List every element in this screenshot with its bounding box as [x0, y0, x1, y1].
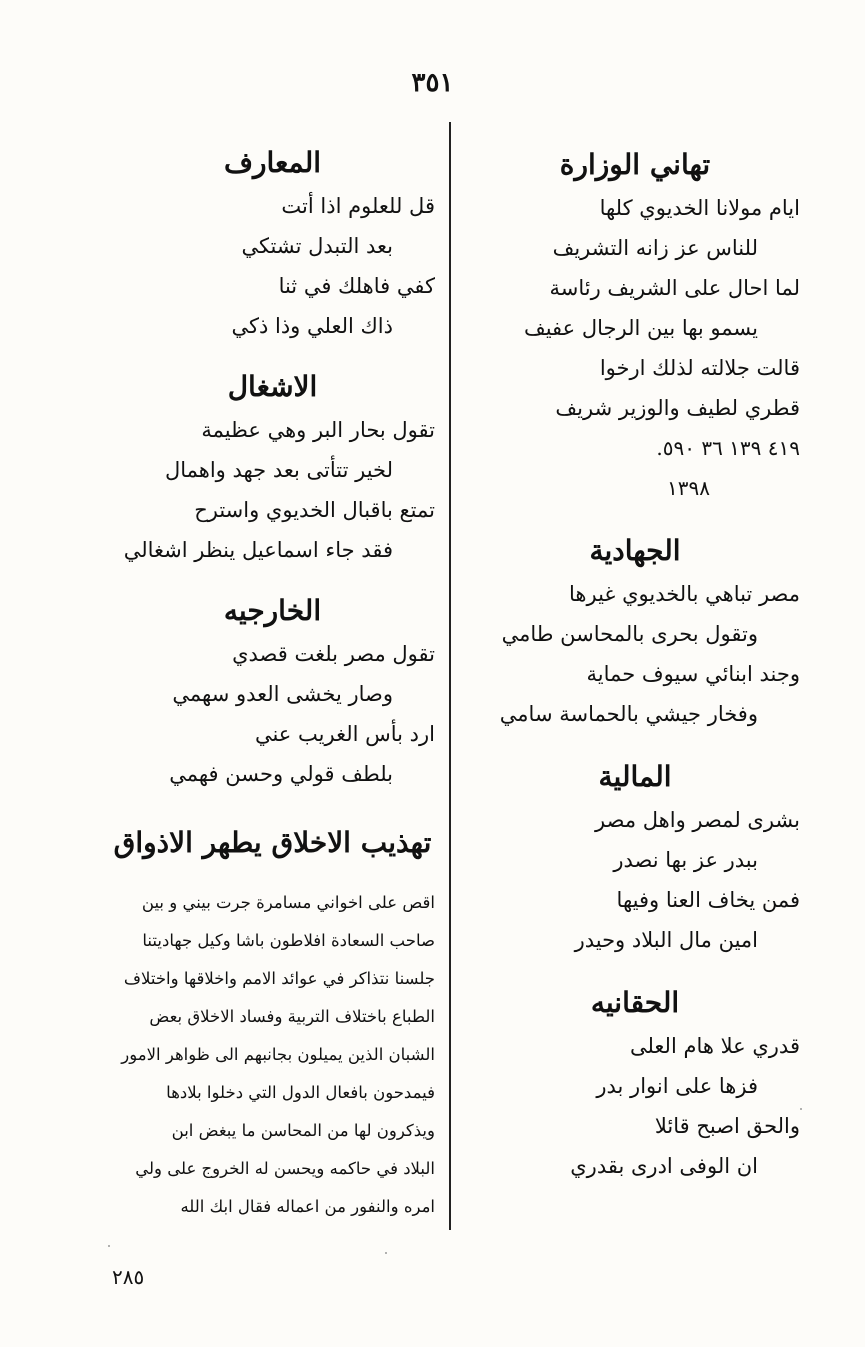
right-column [470, 140, 800, 1186]
section-gap [110, 866, 435, 884]
section-gap [470, 960, 800, 978]
print-speck [800, 1108, 802, 1110]
verse-line: وصار يخشى العدو سهمي [172, 682, 393, 706]
verse-line: بشرى لمصر واهل مصر [595, 808, 800, 832]
verse-line: قل للعلوم اذا أتت [281, 194, 435, 218]
verse-line: تمتع باقبال الخديوي واسترح [194, 498, 435, 522]
number-line: ٤١٩ ١٣٩ ٣٦ ٥٩٠. [656, 436, 800, 460]
print-speck [108, 1245, 110, 1247]
section-title: تهذيب الاخلاق يطهر الاذواق [113, 826, 432, 859]
section-gap [470, 508, 800, 526]
verse-line: ذاك العلي وذا ذكي [231, 314, 393, 338]
poem-lines [110, 634, 435, 794]
prose-line: صاحب السعادة افلاطون باشا وكيل جهاديتنا [142, 931, 435, 950]
prose-line: البلاد في حاكمه ويحسن له الخروج على ولي [135, 1159, 435, 1178]
poem-lines [470, 574, 800, 734]
verse-line: قدري علا هام العلى [629, 1034, 800, 1058]
section-gap [110, 570, 435, 588]
prose-line: الشبان الذين يميلون بجانبهم الى ظواهر الامور [121, 1045, 435, 1064]
poem-lines [470, 1026, 800, 1186]
prose-line: جلسنا نتذاكر في عوائد الامم واخلاقها واختلاف [123, 969, 435, 988]
prose-line: ويذكرون لها من المحاسن ما يبغض ابن [171, 1121, 435, 1140]
prose-paragraph [110, 884, 435, 1226]
verse-line: تقول مصر بلغت قصدي [232, 642, 435, 666]
section-title: الخارجيه [223, 594, 322, 627]
poem-lines [110, 186, 435, 346]
section-gap [110, 794, 435, 820]
verse-line: ارد بأس الغريب عني [254, 722, 435, 746]
verse-line: لخير تتأتى بعد جهد واهمال [164, 458, 393, 482]
verse-line: كفي فاهلك في ثنا [278, 274, 435, 298]
number-line: ١٣٩٨ [667, 476, 710, 500]
verse-line: وجند ابنائي سيوف حماية [586, 662, 800, 686]
prose-line: اقص على اخواني مسامرة جرت بيني و بين [141, 893, 435, 912]
verse-line: وتقول بحرى بالمحاسن طامي [501, 622, 758, 646]
section-title: الاشغال [227, 370, 318, 403]
section-title: المالية [598, 760, 672, 793]
verse-line: بعد التبدل تشتكي [241, 234, 393, 258]
verse-line: للناس عز زانه التشريف [552, 236, 758, 260]
verse-line: والحق اصبح قائلا [654, 1114, 800, 1138]
left-column [110, 140, 435, 1226]
print-speck [385, 1252, 387, 1254]
prose-line: الطباع باختلاف التربية وفساد الاخلاق بعض [149, 1007, 435, 1026]
verse-line: بلطف قولي وحسن فهمي [169, 762, 393, 786]
section-gap [470, 734, 800, 752]
page-number: ٣٥١ [411, 68, 454, 98]
verse-line: ببدر عز بها نصدر [613, 848, 758, 872]
footer-page-number: ٢٨٥ [112, 1265, 145, 1289]
poem-lines [470, 188, 800, 508]
verse-line: فزها على انوار بدر [596, 1074, 758, 1098]
verse-line: امين مال البلاد وحيدر [574, 928, 758, 952]
section-title: تهاني الوزارة [559, 148, 711, 181]
prose-line: امره والنفور من اعماله فقال ابك الله [180, 1197, 435, 1216]
section-title: الجهادية [589, 534, 681, 567]
section-gap [110, 346, 435, 364]
prose-line: فيمدحون بافعال الدول التي دخلوا بلادها [166, 1083, 435, 1102]
poem-lines [470, 800, 800, 960]
poem-lines [110, 410, 435, 570]
verse-line: يسمو بها بين الرجال عفيف [523, 316, 758, 340]
verse-line: فقد جاء اسماعيل ينظر اشغالي [123, 538, 393, 562]
verse-line: قطري لطيف والوزير شريف [555, 396, 800, 420]
verse-line: ان الوفى ادرى بقدري [570, 1154, 758, 1178]
section-title: المعارف [223, 146, 322, 179]
verse-line: مصر تباهي بالخديوي غيرها [569, 582, 800, 606]
section-title: الحقانيه [590, 986, 680, 1019]
verse-line: تقول بحار البر وهي عظيمة [201, 418, 435, 442]
verse-line: وفخار جيشي بالحماسة سامي [499, 702, 758, 726]
verse-line: فمن يخاف العنا وفيها [616, 888, 800, 912]
verse-line: لما احال على الشريف رئاسة [549, 276, 800, 300]
column-divider [449, 122, 451, 1230]
verse-line: ايام مولانا الخديوي كلها [599, 196, 800, 220]
verse-line: قالت جلالته لذلك ارخوا [599, 356, 800, 380]
